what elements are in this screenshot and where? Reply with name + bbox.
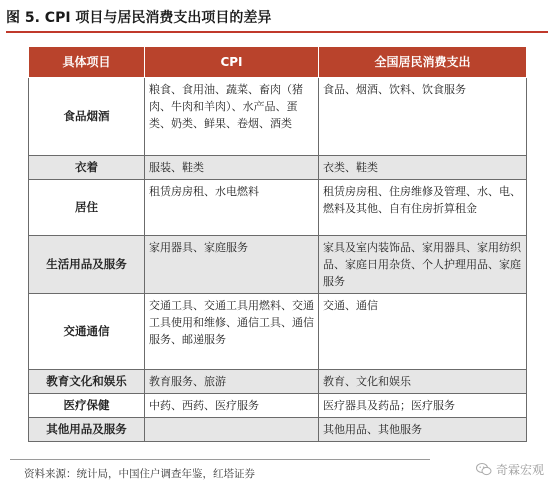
wechat-icon xyxy=(476,463,492,476)
row-category: 教育文化和娱乐 xyxy=(29,370,145,394)
row-category: 其他用品及服务 xyxy=(29,418,145,442)
footer-divider xyxy=(10,459,430,460)
row-category: 居住 xyxy=(29,180,145,236)
row-consumption: 其他用品、其他服务 xyxy=(319,418,527,442)
row-category: 食品烟酒 xyxy=(29,78,145,156)
table-row xyxy=(29,236,527,294)
row-consumption: 食品、烟酒、饮料、饮食服务 xyxy=(319,78,527,156)
row-consumption: 交通、通信 xyxy=(319,294,527,370)
row-consumption: 租赁房房租、住房维修及管理、水、电、燃料及其他、自有住房折算租金 xyxy=(319,180,527,236)
row-cpi: 粮食、食用油、蔬菜、畜肉（猪肉、牛肉和羊肉）、水产品、蛋类、奶类、鲜果、卷烟、酒类 xyxy=(145,78,319,156)
row-consumption: 家具及室内装饰品、家用器具、家用纺织品、家庭日用杂货、个人护理用品、家庭服务 xyxy=(319,236,527,294)
row-cpi: 交通工具、交通工具用燃料、交通工具使用和维修、通信工具、通信服务、邮递服务 xyxy=(145,294,319,370)
figure-title: 图 5. CPI 项目与居民消费支出项目的差异 xyxy=(6,10,272,26)
row-cpi: 家用器具、家庭服务 xyxy=(145,236,319,294)
watermark xyxy=(476,461,544,478)
row-category: 衣着 xyxy=(29,156,145,180)
row-cpi xyxy=(145,418,319,442)
table-row xyxy=(29,294,527,370)
table-row xyxy=(29,180,527,236)
header-consumption: 全国居民消费支出 xyxy=(319,47,527,78)
header-item: 具体项目 xyxy=(29,47,145,78)
table-row xyxy=(29,370,527,394)
row-cpi: 租赁房房租、水电燃料 xyxy=(145,180,319,236)
title-divider xyxy=(6,31,548,33)
row-cpi: 服装、鞋类 xyxy=(145,156,319,180)
table-row xyxy=(29,156,527,180)
comparison-table xyxy=(28,46,527,442)
table-row xyxy=(29,394,527,418)
table-row xyxy=(29,78,527,156)
table-header-row xyxy=(29,47,527,78)
row-cpi: 教育服务、旅游 xyxy=(145,370,319,394)
header-cpi: CPI xyxy=(145,47,319,78)
row-consumption: 教育、文化和娱乐 xyxy=(319,370,527,394)
source-note: 资料来源：统计局，中国住户调查年鉴，红塔证券 xyxy=(24,468,255,480)
row-consumption: 医疗器具及药品；医疗服务 xyxy=(319,394,527,418)
row-category: 生活用品及服务 xyxy=(29,236,145,294)
row-category: 医疗保健 xyxy=(29,394,145,418)
row-consumption: 衣类、鞋类 xyxy=(319,156,527,180)
row-cpi: 中药、西药、医疗服务 xyxy=(145,394,319,418)
row-category: 交通通信 xyxy=(29,294,145,370)
watermark-text: 奇霖宏观 xyxy=(495,463,544,477)
table-row xyxy=(29,418,527,442)
